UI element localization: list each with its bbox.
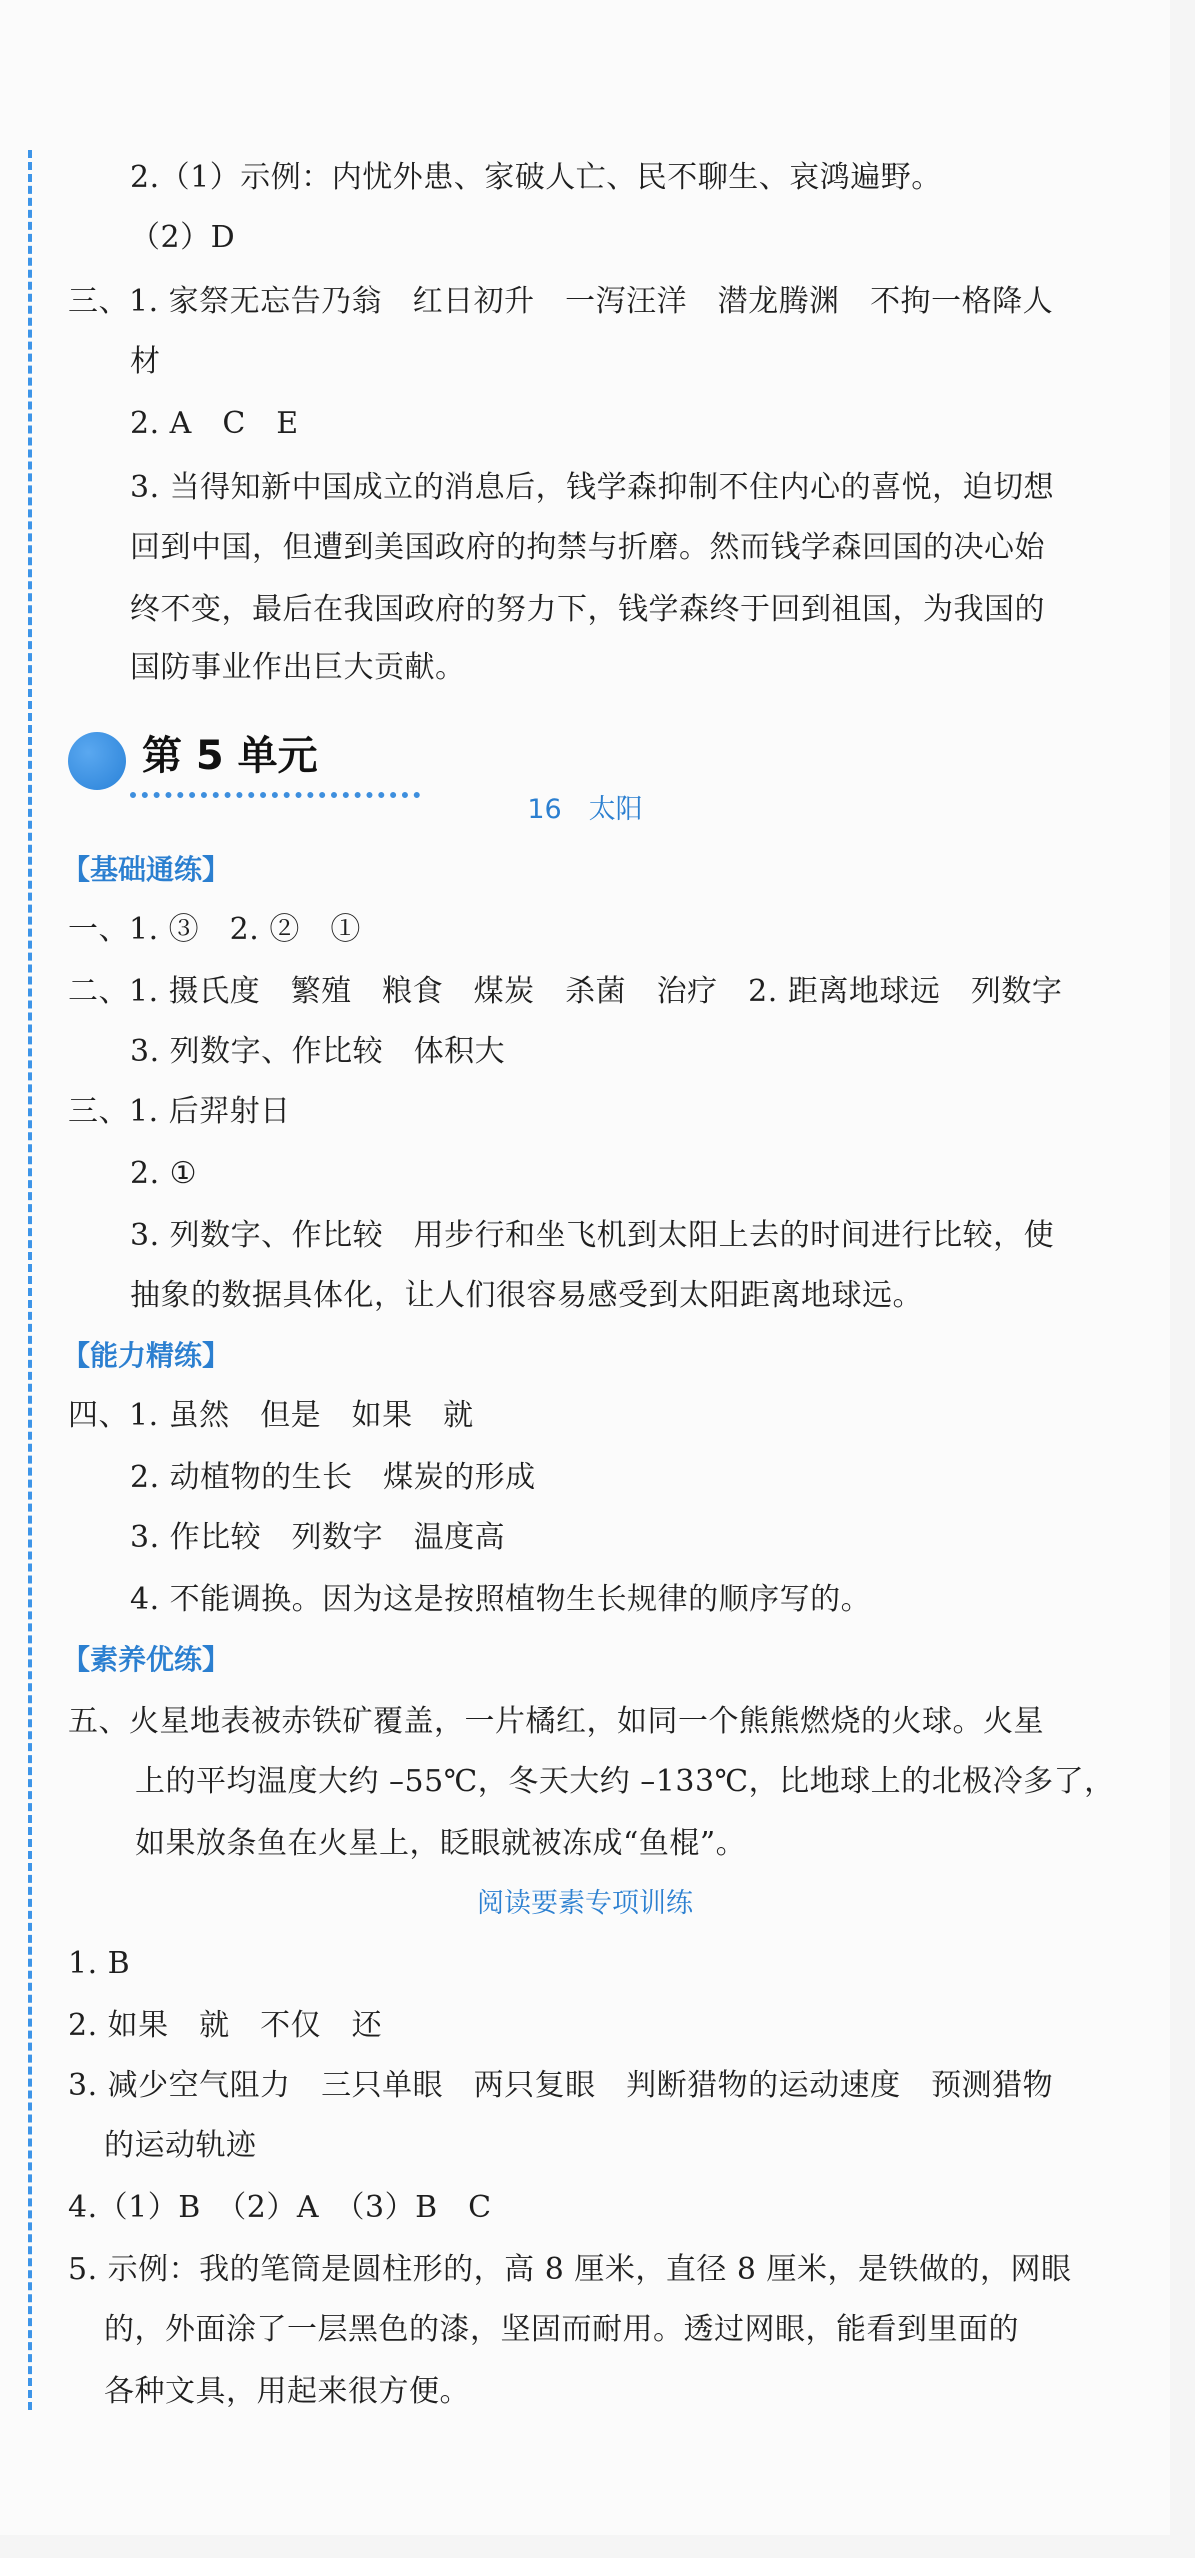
section-ability-title: 【能力精练】 bbox=[62, 1339, 231, 1372]
answer-line: 回到中国，但遭到美国政府的拘禁与折磨。然而钱学森回国的决心始 bbox=[130, 530, 1045, 565]
answer-line: 3. 列数字、作比较 体积大 bbox=[130, 1034, 506, 1069]
answer-line: 的，外面涂了一层黑色的漆，坚固而耐用。透过网眼，能看到里面的 bbox=[104, 2312, 1019, 2347]
answer-line: 上的平均温度大约 –55℃，冬天大约 –133℃，比地球上的北极冷多了， bbox=[135, 1764, 1115, 1799]
answer-line: 四、1. 虽然 但是 如果 就 bbox=[68, 1398, 474, 1433]
binding-dashed-line bbox=[28, 150, 32, 2410]
answer-line: 的运动轨迹 bbox=[104, 2128, 257, 2163]
answer-line: 一、1. ③ 2. ② ① bbox=[68, 912, 361, 947]
lesson-title: 16 太阳 bbox=[527, 794, 643, 825]
answer-line: 2. A C E bbox=[130, 406, 299, 441]
answer-line: 终不变，最后在我国政府的努力下，钱学森终于回到祖国，为我国的 bbox=[130, 592, 1045, 627]
answer-line: 3. 作比较 列数字 温度高 bbox=[130, 1520, 506, 1555]
section-literacy-title: 【素养优练】 bbox=[62, 1643, 231, 1676]
answer-line: 3. 列数字、作比较 用步行和坐飞机到太阳上去的时间进行比较，使 bbox=[130, 1218, 1055, 1253]
answer-line: （2）D bbox=[130, 220, 236, 255]
section-basic-title: 【基础通练】 bbox=[62, 853, 231, 886]
answer-line: 3. 减少空气阻力 三只单眼 两只复眼 判断猎物的运动速度 预测猎物 bbox=[68, 2068, 1054, 2103]
answer-line: 各种文具，用起来很方便。 bbox=[104, 2374, 470, 2409]
answer-line: 2. 如果 就 不仅 还 bbox=[68, 2008, 383, 2043]
reading-training-title: 阅读要素专项训练 bbox=[477, 1888, 693, 1919]
answer-line: 2. 动植物的生长 煤炭的形成 bbox=[130, 1460, 536, 1495]
answer-line: 材 bbox=[130, 344, 161, 379]
answer-line: 五、火星地表被赤铁矿覆盖，一片橘红，如同一个熊熊燃烧的火球。火星 bbox=[68, 1704, 1044, 1739]
answer-line: 2. ① bbox=[130, 1156, 198, 1191]
answer-line: 3. 当得知新中国成立的消息后，钱学森抑制不住内心的喜悦，迫切想 bbox=[130, 470, 1055, 505]
answer-line: 5. 示例：我的笔筒是圆柱形的，高 8 厘米，直径 8 厘米，是铁做的，网眼 bbox=[68, 2252, 1072, 2287]
answer-line: 三、1. 后羿射日 bbox=[68, 1094, 291, 1129]
answer-line: 如果放条鱼在火星上，眨眼就被冻成“鱼棍”。 bbox=[135, 1826, 747, 1861]
unit-title: 第 5 单元 bbox=[142, 733, 318, 779]
answer-line: 三、1. 家祭无忘告乃翁 红日初升 一泻汪洋 潜龙腾渊 不拘一格降人 bbox=[68, 284, 1054, 319]
answer-line: 4. 不能调换。因为这是按照植物生长规律的顺序写的。 bbox=[130, 1582, 872, 1617]
unit-circle-icon bbox=[68, 732, 126, 790]
answer-line: 2.（1）示例：内忧外患、家破人亡、民不聊生、哀鸿遍野。 bbox=[130, 160, 942, 195]
answer-line: 国防事业作出巨大贡献。 bbox=[130, 650, 466, 685]
answer-line: 抽象的数据具体化，让人们很容易感受到太阳距离地球远。 bbox=[130, 1278, 923, 1313]
answer-line: 二、1. 摄氏度 繁殖 粮食 煤炭 杀菌 治疗 2. 距离地球远 列数字 bbox=[68, 974, 1063, 1009]
answer-line: 4.（1）B （2）A （3）B C bbox=[68, 2190, 492, 2225]
answer-line: 1. B bbox=[68, 1946, 131, 1981]
